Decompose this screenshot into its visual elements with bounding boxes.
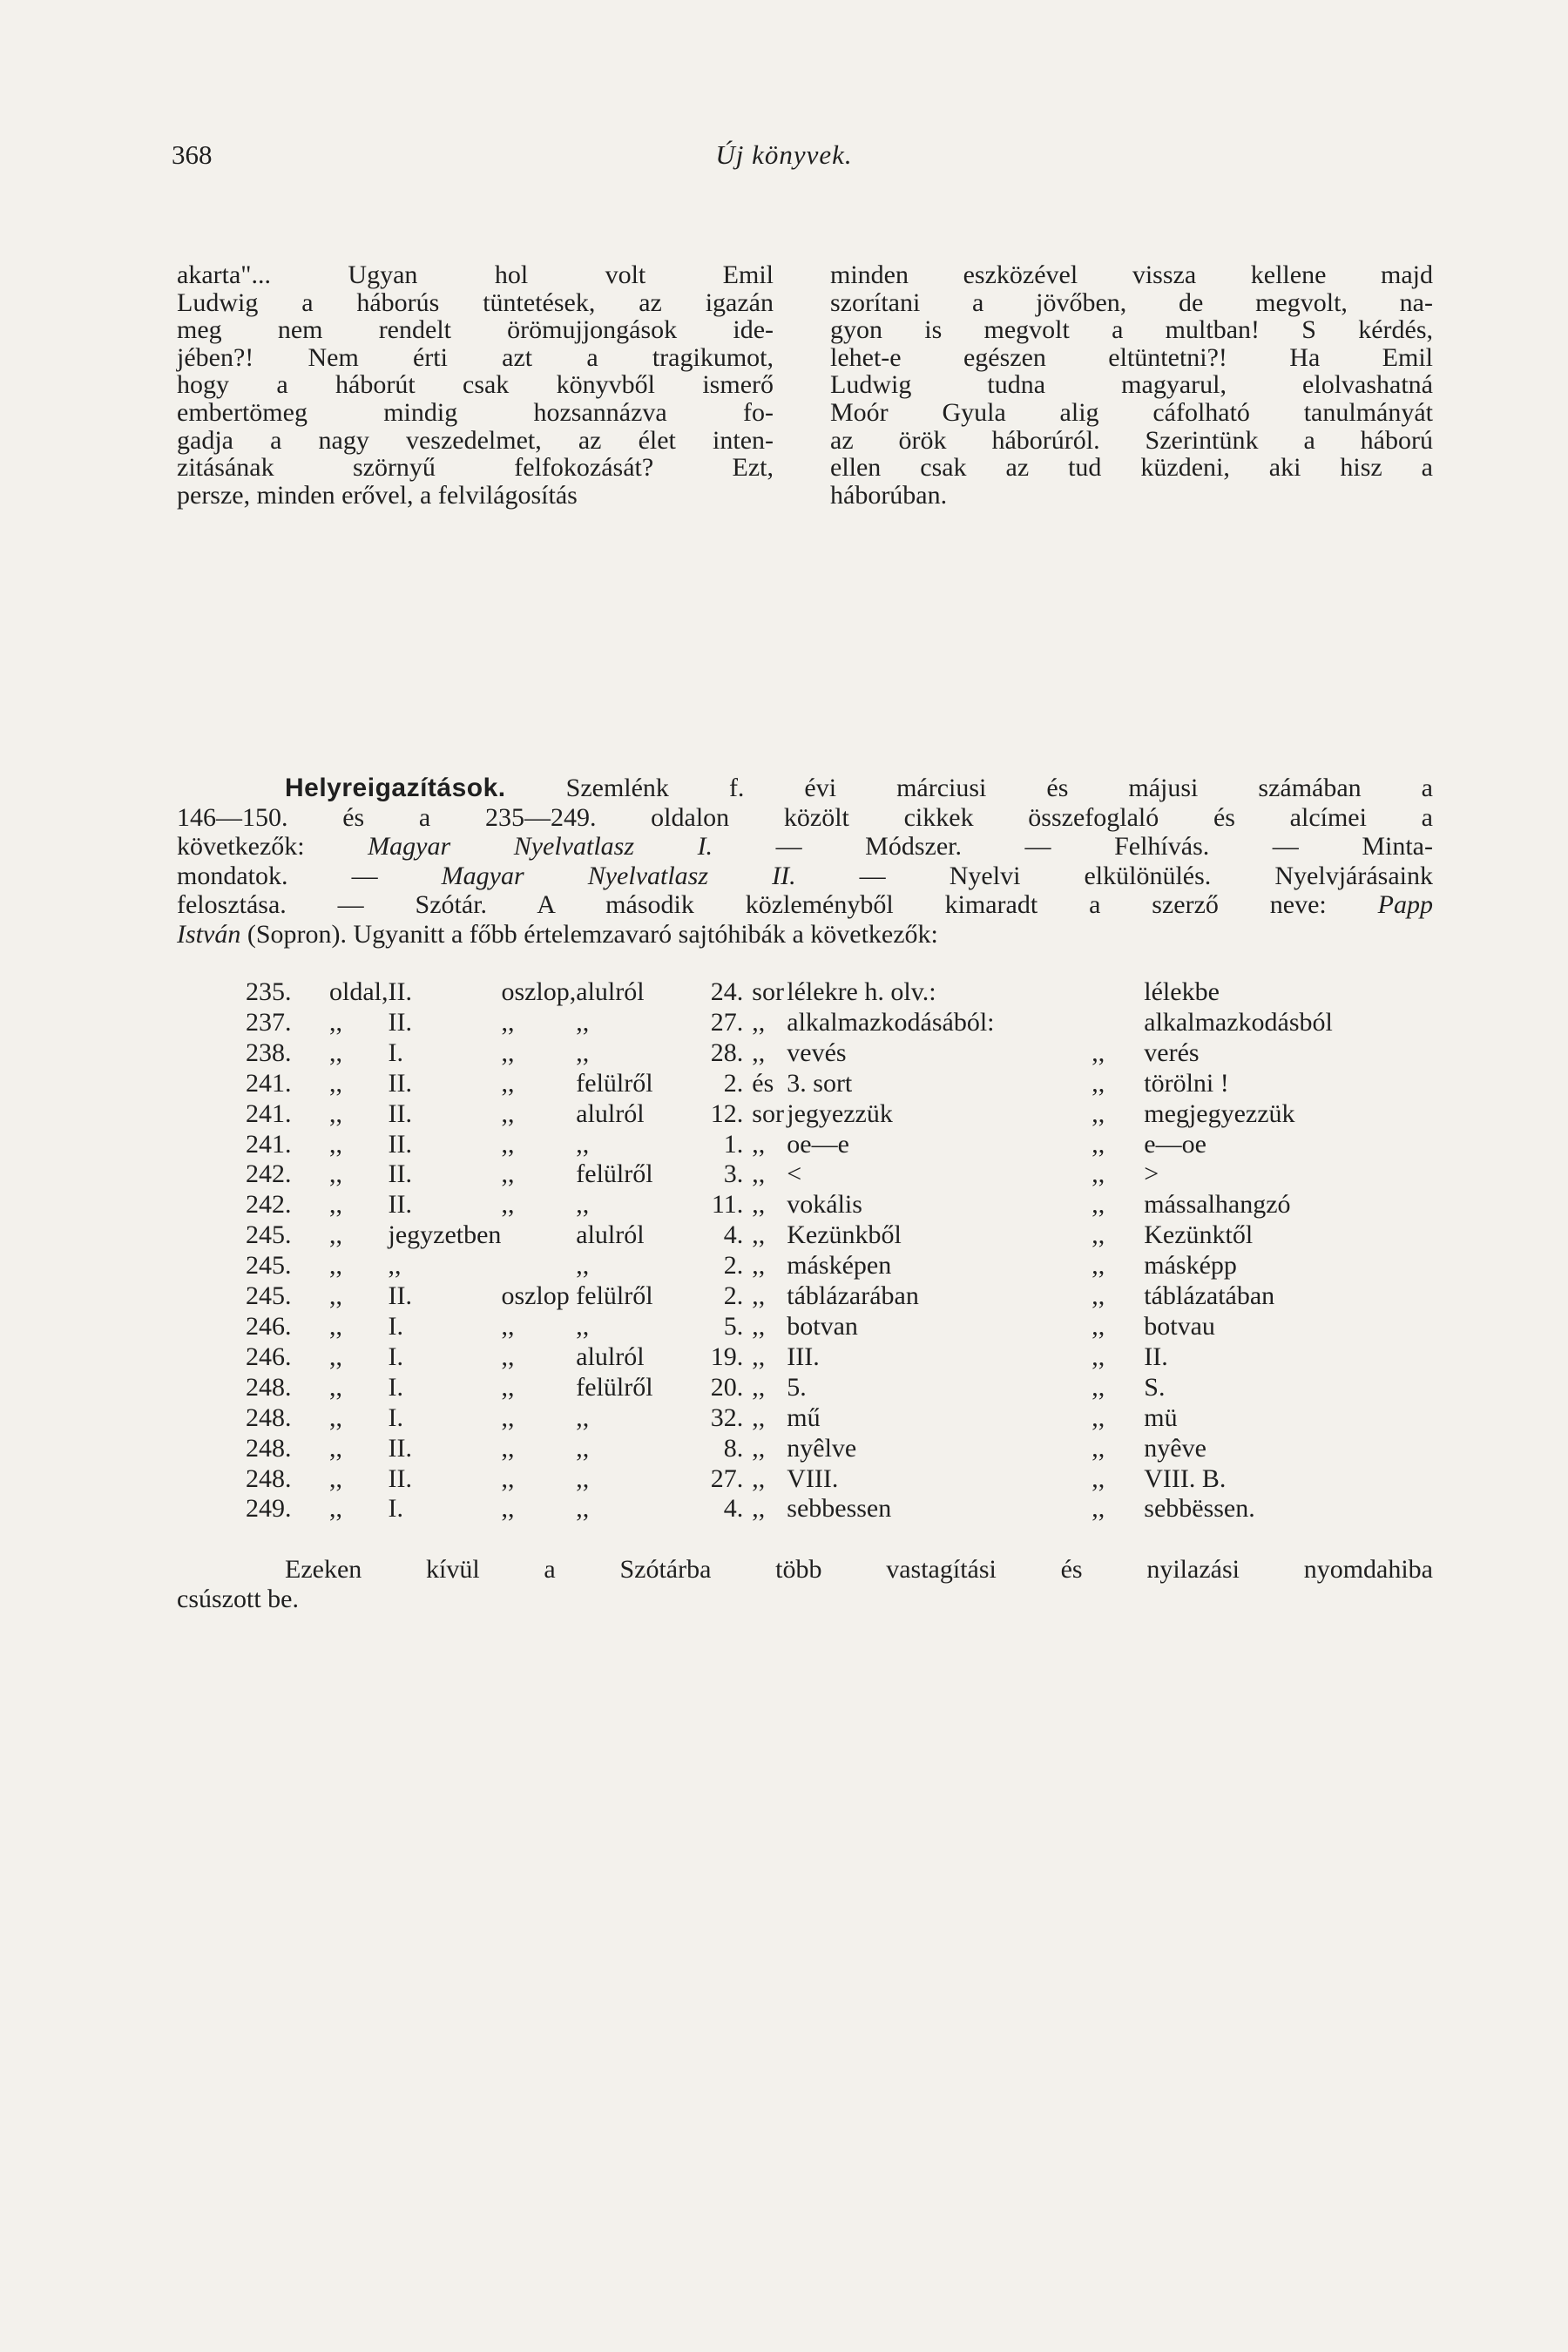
correction-a: ,, <box>329 1402 342 1432</box>
correction-b: ,, <box>501 1311 515 1341</box>
correction-d: ,, <box>1092 1281 1105 1311</box>
correction-right: mássalhangzó <box>1144 1190 1291 1220</box>
correction-pos: alulról <box>576 1098 645 1128</box>
correction-d <box>1092 977 1144 1008</box>
closing-paragraph <box>177 1555 1433 1613</box>
text-line: Ludwig a háborús tüntetések, az igazán <box>177 287 774 317</box>
correction-b <box>501 1251 576 1281</box>
text-span: (Sopron). Ugyanitt a főbb értelemzavaró sajtóhibák a következők: <box>240 919 938 949</box>
text-line: jében?! Nem érti azt a tragikumot, <box>177 342 774 372</box>
correction-right: sebbëssen. <box>1144 1494 1255 1524</box>
correction-b: ,, <box>501 1342 515 1371</box>
correction-c: sor <box>752 977 784 1006</box>
correction-col: I. <box>388 1372 403 1402</box>
correction-b: ,, <box>501 1190 515 1220</box>
author-name: István <box>177 919 241 949</box>
correction-wrong: táblázarában <box>787 1281 919 1311</box>
correction-page: 237. <box>246 1007 292 1037</box>
correction-num: 32. <box>710 1402 744 1432</box>
correction-c: ,, <box>752 1494 766 1524</box>
left-column <box>177 261 774 509</box>
text-line: embertömeg mindig hozsannázva fo- <box>177 397 774 427</box>
correction-num: 4. <box>723 1494 744 1524</box>
correction-b: ,, <box>501 1159 515 1189</box>
correction-page: 248. <box>246 1402 292 1432</box>
correction-wrong: III. <box>787 1342 820 1371</box>
correction-b: ,, <box>501 1098 515 1128</box>
correction-num: 2. <box>723 1281 744 1311</box>
text-line <box>177 774 1433 803</box>
correction-b: ,, <box>501 1007 515 1037</box>
correction-right: nyêve <box>1144 1433 1206 1463</box>
text-span: — Nyelvi elkülönülés. Nyelvjárásaink <box>795 861 1433 890</box>
correction-page: 245. <box>246 1251 292 1281</box>
correction-page: 245. <box>246 1281 292 1311</box>
correction-page: 241. <box>246 1068 292 1098</box>
running-head: Új könyvek. <box>715 139 853 170</box>
correction-d: ,, <box>1092 1463 1105 1493</box>
correction-col: II. <box>388 1190 412 1220</box>
correction-d: ,, <box>1092 1068 1105 1098</box>
correction-num: 12. <box>710 1098 744 1128</box>
correction-wrong: VIII. <box>787 1463 839 1493</box>
correction-col: jegyzetben <box>388 1220 502 1250</box>
text-span: — Módszer. — Felhívás. — Minta- <box>713 832 1433 861</box>
correction-pos: ,, <box>576 1129 590 1159</box>
correction-right: e—oe <box>1144 1129 1206 1159</box>
italic-title: Magyar Nyelvatlasz I. <box>368 832 713 861</box>
correction-a: ,, <box>329 1190 342 1220</box>
correction-col: I. <box>388 1402 403 1432</box>
correction-c: és <box>752 1068 774 1098</box>
text-line: gadja a nagy veszedelmet, az élet inten- <box>177 425 774 455</box>
correction-right: mü <box>1144 1402 1178 1432</box>
correction-right: verés <box>1144 1037 1200 1067</box>
correction-pos: alulról <box>576 1220 645 1250</box>
correction-wrong: mű <box>787 1402 821 1432</box>
correction-right: > <box>1144 1159 1159 1189</box>
correction-row <box>246 1434 1448 1464</box>
correction-d: ,, <box>1092 1190 1105 1220</box>
correction-c: ,, <box>752 1190 766 1220</box>
correction-b <box>501 1220 576 1251</box>
correction-wrong: Kezünkből <box>787 1220 902 1250</box>
correction-num: 5. <box>723 1311 744 1341</box>
correction-c: sor <box>752 1098 784 1128</box>
correction-wrong: oe—e <box>787 1129 849 1159</box>
text-span: következők: <box>177 832 368 861</box>
correction-row <box>246 1464 1448 1495</box>
text-line: gyon is megvolt a multban! S kérdés, <box>830 315 1433 345</box>
correction-col: II. <box>388 1281 412 1311</box>
correction-num: 11. <box>711 1190 744 1220</box>
correction-row <box>246 1281 1448 1312</box>
correction-d: ,, <box>1092 1433 1105 1463</box>
text-line: zitásának szörnyű felfokozását? Ezt, <box>177 453 774 483</box>
correction-col: II. <box>388 1068 412 1098</box>
corrections-table <box>246 977 1448 1524</box>
correction-row <box>246 1099 1448 1130</box>
text-line: persze, minden erővel, a felvilágosítás <box>177 480 578 510</box>
text-line: csúszott be. <box>177 1584 299 1613</box>
correction-pos: felülről <box>576 1372 653 1402</box>
correction-wrong: botvan <box>787 1311 858 1341</box>
correction-right: II. <box>1144 1342 1168 1371</box>
correction-b: ,, <box>501 1433 515 1463</box>
correction-c: ,, <box>752 1037 766 1067</box>
correction-pos: ,, <box>576 1311 590 1341</box>
correction-col: I. <box>388 1037 403 1067</box>
correction-pos: ,, <box>576 1007 590 1037</box>
correction-num: 28. <box>710 1037 744 1067</box>
text-span: felosztása. — Szótár. A második közleményből kimaradt a szerző neve: <box>177 890 1378 919</box>
correction-d: ,, <box>1092 1098 1105 1128</box>
correction-row <box>246 1190 1448 1220</box>
correction-c: ,, <box>752 1433 766 1463</box>
correction-right: Kezünktől <box>1144 1220 1254 1250</box>
correction-a: ,, <box>329 1037 342 1067</box>
text-line: akarta"... Ugyan hol volt Emil <box>177 260 774 289</box>
correction-pos: felülről <box>576 1281 653 1311</box>
correction-d: ,, <box>1092 1251 1105 1281</box>
correction-right: másképp <box>1144 1251 1237 1281</box>
correction-row <box>246 1220 1448 1251</box>
correction-b: ,, <box>501 1372 515 1402</box>
correction-right: alkalmazkodásból <box>1144 1007 1333 1037</box>
correction-pos: ,, <box>576 1433 590 1463</box>
corrections-body <box>246 977 1448 1524</box>
correction-wrong: sebbessen <box>787 1494 892 1524</box>
correction-col: II. <box>388 1098 412 1128</box>
correction-num: 2. <box>723 1251 744 1281</box>
correction-pos: ,, <box>576 1463 590 1493</box>
correction-col: II. <box>388 1463 412 1493</box>
correction-col: I. <box>388 1494 403 1524</box>
correction-a: ,, <box>329 1463 342 1493</box>
italic-title: Magyar Nyelvatlasz II. <box>441 861 796 890</box>
correction-c: ,, <box>752 1402 766 1432</box>
correction-right: törölni ! <box>1144 1068 1229 1098</box>
correction-row <box>246 977 1448 1008</box>
correction-row <box>246 1069 1448 1099</box>
correction-b: ,, <box>501 1068 515 1098</box>
correction-wrong: vevés <box>787 1037 847 1067</box>
correction-d <box>1092 1008 1144 1038</box>
correction-a: oldal, <box>329 977 389 1006</box>
errata-heading: Helyreigazítások. <box>285 774 506 802</box>
correction-d: ,, <box>1092 1402 1105 1432</box>
correction-c: ,, <box>752 1007 766 1037</box>
text-line: ellen csak az tud küzdeni, aki hisz a <box>830 453 1433 483</box>
correction-b: ,, <box>501 1463 515 1493</box>
correction-a: ,, <box>329 1007 342 1037</box>
text-line: háborúban. <box>830 480 948 510</box>
correction-col: II. <box>388 1007 412 1037</box>
text-line: minden eszközével vissza kellene majd <box>830 260 1433 289</box>
correction-c: ,, <box>752 1311 766 1341</box>
correction-right: S. <box>1144 1372 1166 1402</box>
correction-b: ,, <box>501 1129 515 1159</box>
text-line <box>177 920 1433 950</box>
correction-a: ,, <box>329 1342 342 1371</box>
correction-a: ,, <box>329 1311 342 1341</box>
correction-c: ,, <box>752 1463 766 1493</box>
correction-right: VIII. B. <box>1144 1463 1227 1493</box>
correction-right: botvau <box>1144 1311 1215 1341</box>
correction-c: ,, <box>752 1251 766 1281</box>
correction-page: 242. <box>246 1190 292 1220</box>
correction-d: ,, <box>1092 1037 1105 1067</box>
page-number: 368 <box>172 139 213 170</box>
correction-wrong: nyêlve <box>787 1433 857 1463</box>
correction-page: 242. <box>246 1159 292 1189</box>
correction-c: ,, <box>752 1129 766 1159</box>
correction-row <box>246 1159 1448 1190</box>
correction-row <box>246 1312 1448 1342</box>
text-line <box>177 832 1433 862</box>
correction-right: megjegyezzük <box>1144 1098 1295 1128</box>
correction-a: ,, <box>329 1159 342 1189</box>
correction-num: 1. <box>723 1129 744 1159</box>
correction-pos: ,, <box>576 1190 590 1220</box>
correction-page: 246. <box>246 1342 292 1371</box>
errata-section <box>177 774 1433 949</box>
correction-num: 24. <box>710 977 744 1006</box>
correction-a: ,, <box>329 1372 342 1402</box>
correction-page: 248. <box>246 1433 292 1463</box>
correction-page: 238. <box>246 1037 292 1067</box>
correction-num: 27. <box>710 1463 744 1493</box>
correction-page: 248. <box>246 1372 292 1402</box>
correction-b: oszlop, <box>501 977 577 1006</box>
text-line: meg nem rendelt örömujjongások ide- <box>177 315 774 345</box>
correction-c: ,, <box>752 1342 766 1371</box>
text-line: 146—150. és a 235—249. oldalon közölt cikkek összefoglaló és alcímei a <box>177 802 1433 832</box>
correction-c: ,, <box>752 1159 766 1189</box>
correction-d: ,, <box>1092 1159 1105 1189</box>
text-span: mondatok. — <box>177 861 442 890</box>
correction-right: táblázatában <box>1144 1281 1275 1311</box>
correction-d: ,, <box>1092 1342 1105 1371</box>
correction-row <box>246 1373 1448 1403</box>
correction-col: II. <box>388 1129 412 1159</box>
correction-pos: felülről <box>576 1159 653 1189</box>
correction-page: 249. <box>246 1494 292 1524</box>
correction-num: 4. <box>723 1220 744 1250</box>
correction-b: ,, <box>501 1037 515 1067</box>
text-line: hogy a háborút csak könyvből ismerő <box>177 370 774 400</box>
text-line: Ezeken kívül a Szótárba több vastagítási és nyilazási nyomdahiba <box>285 1555 1433 1584</box>
correction-d: ,, <box>1092 1372 1105 1402</box>
correction-a: ,, <box>329 1129 342 1159</box>
correction-pos: alulról <box>576 1342 645 1371</box>
correction-c: ,, <box>752 1372 766 1402</box>
correction-page: 241. <box>246 1098 292 1128</box>
correction-num: 27. <box>710 1007 744 1037</box>
correction-page: 248. <box>246 1463 292 1493</box>
correction-c: ,, <box>752 1281 766 1311</box>
correction-row <box>246 1342 1448 1373</box>
correction-wrong: < <box>787 1159 802 1189</box>
correction-num: 19. <box>710 1342 744 1371</box>
correction-num: 20. <box>710 1372 744 1402</box>
correction-wrong: 5. <box>787 1372 807 1402</box>
correction-col: II. <box>388 977 412 1006</box>
correction-col: I. <box>388 1311 403 1341</box>
correction-page: 246. <box>246 1311 292 1341</box>
author-name: Papp <box>1377 890 1433 919</box>
correction-num: 8. <box>723 1433 744 1463</box>
correction-b: oszlop <box>501 1281 570 1311</box>
correction-row <box>246 1251 1448 1281</box>
correction-pos: felülről <box>576 1068 653 1098</box>
correction-a: ,, <box>329 1068 342 1098</box>
correction-b: ,, <box>501 1402 515 1432</box>
text-line: lehet-e egészen eltüntetni?! Ha Emil <box>830 342 1433 372</box>
text-span: Szemlénk f. évi márciusi és májusi számában a <box>505 774 1433 802</box>
correction-row <box>246 1008 1448 1038</box>
correction-wrong: másképen <box>787 1251 892 1281</box>
correction-col: I. <box>388 1342 403 1371</box>
correction-d: ,, <box>1092 1311 1105 1341</box>
correction-wrong: vokális <box>787 1190 862 1220</box>
text-line: Moór Gyula alig cáfolható tanulmányát <box>830 397 1433 427</box>
correction-page: 245. <box>246 1220 292 1250</box>
correction-a: ,, <box>329 1494 342 1524</box>
correction-wrong: 3. sort <box>787 1068 853 1098</box>
correction-page: 235. <box>246 977 292 1006</box>
correction-pos: alulról <box>576 977 645 1006</box>
correction-a: ,, <box>329 1281 342 1311</box>
correction-pos: ,, <box>576 1402 590 1432</box>
correction-num: 3. <box>723 1159 744 1189</box>
correction-row <box>246 1130 1448 1160</box>
correction-page: 241. <box>246 1129 292 1159</box>
correction-wrong: lélekre h. olv.: <box>787 977 936 1006</box>
correction-row <box>246 1494 1448 1524</box>
text-line: szorítani a jövőben, de megvolt, na- <box>830 287 1433 317</box>
text-line <box>177 890 1433 920</box>
correction-col: II. <box>388 1159 412 1189</box>
text-line: Ludwig tudna magyarul, elolvashatná <box>830 370 1433 400</box>
correction-a: ,, <box>329 1433 342 1463</box>
correction-a: ,, <box>329 1251 342 1281</box>
correction-a: ,, <box>329 1098 342 1128</box>
text-line: az örök háborúról. Szerintünk a háború <box>830 425 1433 455</box>
correction-wrong: jegyezzük <box>787 1098 893 1128</box>
correction-row <box>246 1038 1448 1069</box>
correction-pos: ,, <box>576 1037 590 1067</box>
correction-d: ,, <box>1092 1129 1105 1159</box>
correction-c: ,, <box>752 1220 766 1250</box>
text-line <box>177 862 1433 891</box>
correction-col: II. <box>388 1433 412 1463</box>
right-column <box>830 261 1433 509</box>
correction-a: ,, <box>329 1220 342 1250</box>
correction-wrong: alkalmazkodásából: <box>787 1007 995 1037</box>
correction-col: ,, <box>388 1251 402 1281</box>
correction-pos: ,, <box>576 1251 590 1281</box>
correction-d: ,, <box>1092 1494 1105 1524</box>
correction-num: 2. <box>723 1068 744 1098</box>
correction-row <box>246 1403 1448 1434</box>
correction-pos: ,, <box>576 1494 590 1524</box>
correction-right: lélekbe <box>1144 977 1220 1006</box>
correction-b: ,, <box>501 1494 515 1524</box>
correction-d: ,, <box>1092 1220 1105 1250</box>
